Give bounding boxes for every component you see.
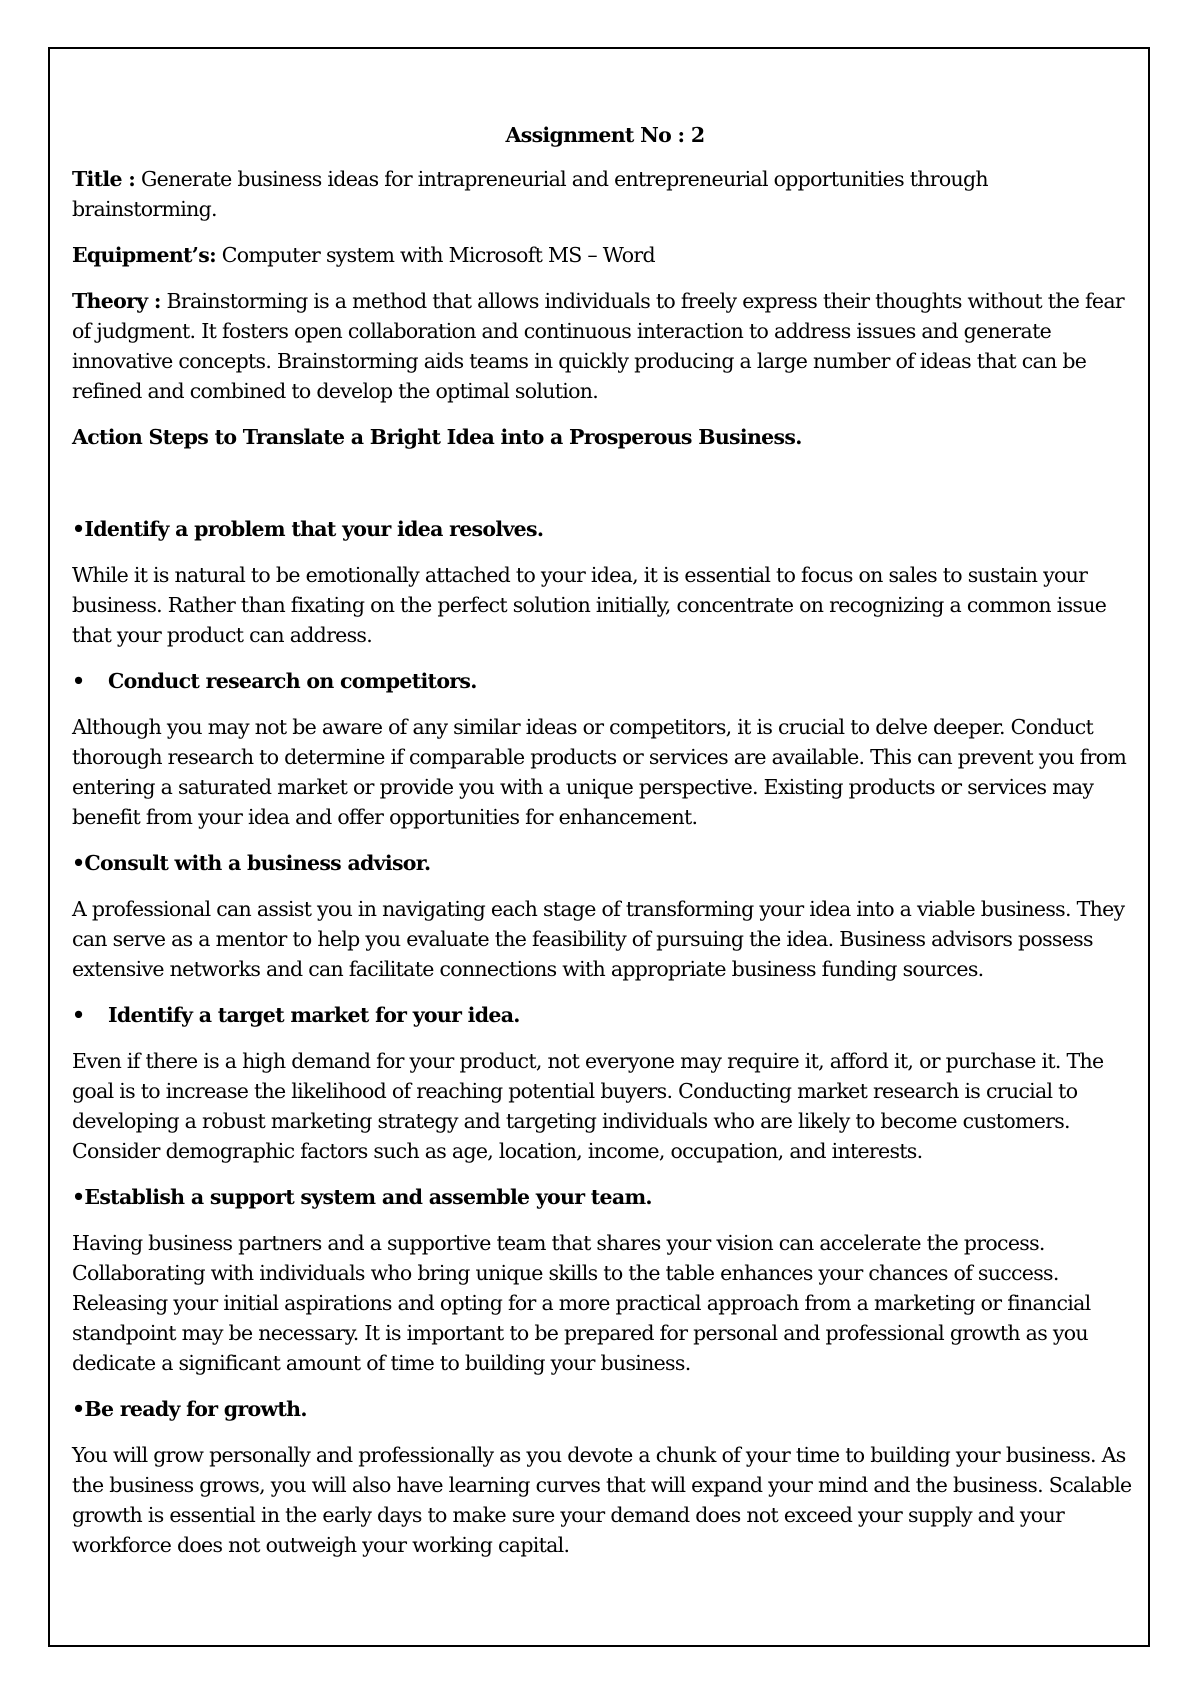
theory-text: Brainstorming is a method that allows individuals to freely express their thoughts without the fear of judgment. It fosters open collaboration and continuous interaction to address issues and generate innovative concepts. Brainstorming aids teams in quickly producing a large number of ideas that can be refined and combined to develop the optimal solution. — [72, 289, 1124, 403]
step-body: Having business partners and a supportive team that shares your vision can accelerate the process. Collaborating with individuals who bring unique skills to the table enhances your chances of success. Releasing your initial aspirations and opting for a more practical approach from a marketing or financial standpoint may be necessary. It is important to be prepared for personal and professional growth as you dedicate a significant amount of time to building your business. — [72, 1231, 1091, 1375]
step-heading — [72, 1182, 1138, 1212]
step-heading-text: Establish a support system and assemble your team. — [84, 1185, 652, 1209]
step-body: While it is natural to be emotionally attached to your idea, it is essential to focus on sales to sustain your business. Rather than fixating on the perfect solution initially, concentrate on recognizing a common issue that your product can address. — [72, 563, 1107, 647]
equipment-text: Computer system with Microsoft MS – Word — [221, 243, 655, 267]
equipment-label: Equipment’s: — [72, 243, 216, 267]
equipment-paragraph — [72, 240, 1138, 270]
bullet-icon: • — [72, 1397, 85, 1421]
title-label: Title : — [72, 167, 136, 191]
action-steps-heading: Action Steps to Translate a Bright Idea into a Prosperous Business. — [72, 425, 802, 449]
title-paragraph — [72, 164, 1138, 224]
step-heading — [72, 1000, 1138, 1030]
title-text: Generate business ideas for intrapreneurial and entrepreneurial opportunities through brainstorming. — [72, 167, 988, 221]
step-heading-text: Conduct research on competitors. — [108, 669, 477, 693]
step-heading-text: Consult with a business advisor. — [84, 851, 431, 875]
step-heading — [72, 1394, 1138, 1424]
step-body: You will grow personally and professionally as you devote a chunk of your time to building your business. As the business grows, you will also have learning curves that will expand your mind and the business. Scalable growth is essential in the early days to make sure your demand does not exceed your supply and your workforce does not outweigh your working capital. — [72, 1443, 1132, 1557]
bullet-icon: • — [72, 669, 85, 693]
step-heading-text: Identify a problem that your idea resolves. — [84, 517, 544, 541]
theory-paragraph — [72, 286, 1138, 406]
bullet-icon: • — [72, 1185, 85, 1209]
bullet-icon: • — [72, 851, 85, 875]
step-heading-text: Be ready for growth. — [84, 1397, 307, 1421]
theory-label: Theory : — [72, 289, 161, 313]
step-body: A professional can assist you in navigating each stage of transforming your idea into a viable business. They can serve as a mentor to help you evaluate the feasibility of pursuing the idea. Business advisors possess extensive networks and can facilitate connections with appropriate business funding sources. — [72, 897, 1125, 981]
step-body: Even if there is a high demand for your product, not everyone may require it, afford it, or purchase it. The goal is to increase the likelihood of reaching potential buyers. Conducting market research is crucial to developing a robust marketing strategy and targeting individuals who are likely to become customers. Consider demographic factors such as age, location, income, occupation, and interests. — [72, 1049, 1104, 1163]
bullet-icon: • — [72, 1003, 85, 1027]
step-heading-text: Identify a target market for your idea. — [108, 1003, 520, 1027]
bullet-icon: • — [72, 517, 85, 541]
step-heading — [72, 514, 1138, 544]
document-body — [72, 120, 1138, 1576]
step-heading — [72, 848, 1138, 878]
step-heading — [72, 666, 1138, 696]
step-body: Although you may not be aware of any similar ideas or competitors, it is crucial to delve deeper. Conduct thorough research to determine if comparable products or services are available. This can prevent you from entering a saturated market or provide you with a unique perspective. Existing products or services may benefit from your idea and offer opportunities for enhancement. — [72, 715, 1127, 829]
spacer — [72, 468, 1138, 514]
assignment-heading: Assignment No : 2 — [505, 123, 705, 147]
